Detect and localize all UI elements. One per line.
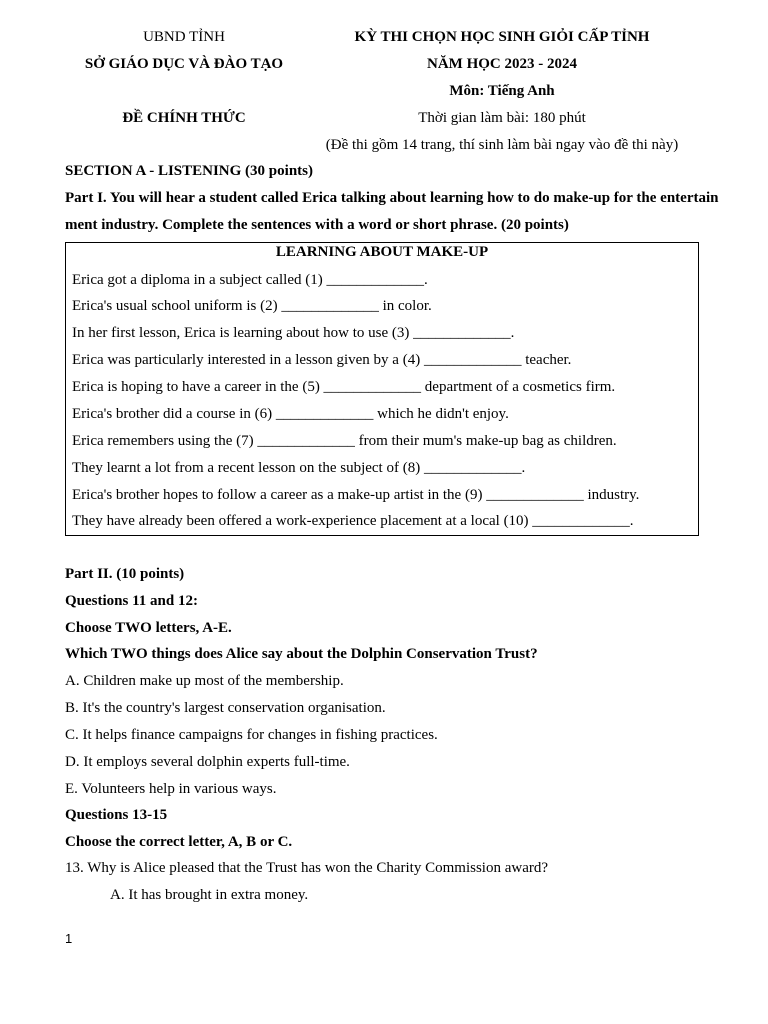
q11-12-instruction: Choose TWO letters, A-E. xyxy=(65,620,232,636)
header-official-label: ĐỀ CHÍNH THỨC xyxy=(122,110,246,126)
listening-sentences-box xyxy=(65,242,699,536)
option-b: B. It's the country's largest conservation organisation. xyxy=(65,700,386,716)
q13-15-instruction: Choose the correct letter, A, B or C. xyxy=(65,834,293,850)
gap-sentence-1: Erica got a diploma in a subject called (1) _____________. xyxy=(72,272,428,288)
part2-title: Part II. (10 points) xyxy=(65,566,185,582)
part1-instruction-line2: ment industry. Complete the sentences with a word or short phrase. (20 points) xyxy=(65,217,569,233)
header-school-year: NĂM HỌC 2023 - 2024 xyxy=(427,56,577,72)
q11-12-heading: Questions 11 and 12: xyxy=(65,593,198,609)
header-subject: Môn: Tiếng Anh xyxy=(449,83,555,99)
header-province: UBND TỈNH xyxy=(143,29,225,45)
gap-sentence-6: Erica's brother did a course in (6) _____________ which he didn't enjoy. xyxy=(72,406,509,422)
question-13-option-a: A. It has brought in extra money. xyxy=(110,887,309,903)
gap-sentence-4: Erica was particularly interested in a lesson given by a (4) _____________ teacher. xyxy=(72,352,572,368)
part1-instruction-line1: Part I. You will hear a student called Erica talking about learning how to do make-up for the entertain xyxy=(65,190,719,206)
q11-12-question: Which TWO things does Alice say about the Dolphin Conservation Trust? xyxy=(65,646,538,662)
gap-sentence-10: They have already been offered a work-experience placement at a local (10) _____________. xyxy=(72,513,634,529)
gap-sentence-9: Erica's brother hopes to follow a career as a make-up artist in the (9) _____________ industry. xyxy=(72,487,640,503)
gap-sentence-8: They learnt a lot from a recent lesson on the subject of (8) _____________. xyxy=(72,460,526,476)
header-department: SỞ GIÁO DỤC VÀ ĐÀO TẠO xyxy=(84,56,284,72)
page-number: 1 xyxy=(65,931,73,946)
q13-15-heading: Questions 13-15 xyxy=(65,807,168,823)
gap-sentence-7: Erica remembers using the (7) _____________ from their mum's make-up bag as children. xyxy=(72,433,617,449)
gap-sentence-5: Erica is hoping to have a career in the (5) _____________ department of a cosmetics firm. xyxy=(72,379,616,395)
option-a: A. Children make up most of the membership. xyxy=(65,673,344,689)
header-note: (Đề thi gồm 14 trang, thí sinh làm bài ngay vào đề thi này) xyxy=(325,137,679,153)
section-a-title: SECTION A - LISTENING (30 points) xyxy=(65,163,313,179)
option-d: D. It employs several dolphin experts full-time. xyxy=(65,754,350,770)
option-e: E. Volunteers help in various ways. xyxy=(65,781,277,797)
header-exam-title: KỲ THI CHỌN HỌC SINH GIỎI CẤP TỈNH xyxy=(354,29,650,45)
gap-sentence-3: In her first lesson, Erica is learning about how to use (3) _____________. xyxy=(72,325,515,341)
gap-sentence-2: Erica's usual school uniform is (2) _____________ in color. xyxy=(72,298,432,314)
box-title: LEARNING ABOUT MAKE-UP xyxy=(275,244,489,260)
option-c: C. It helps finance campaigns for changes in fishing practices. xyxy=(65,727,438,743)
question-13: 13. Why is Alice pleased that the Trust has won the Charity Commission award? xyxy=(65,860,549,876)
header-time: Thời gian làm bài: 180 phút xyxy=(418,110,586,126)
